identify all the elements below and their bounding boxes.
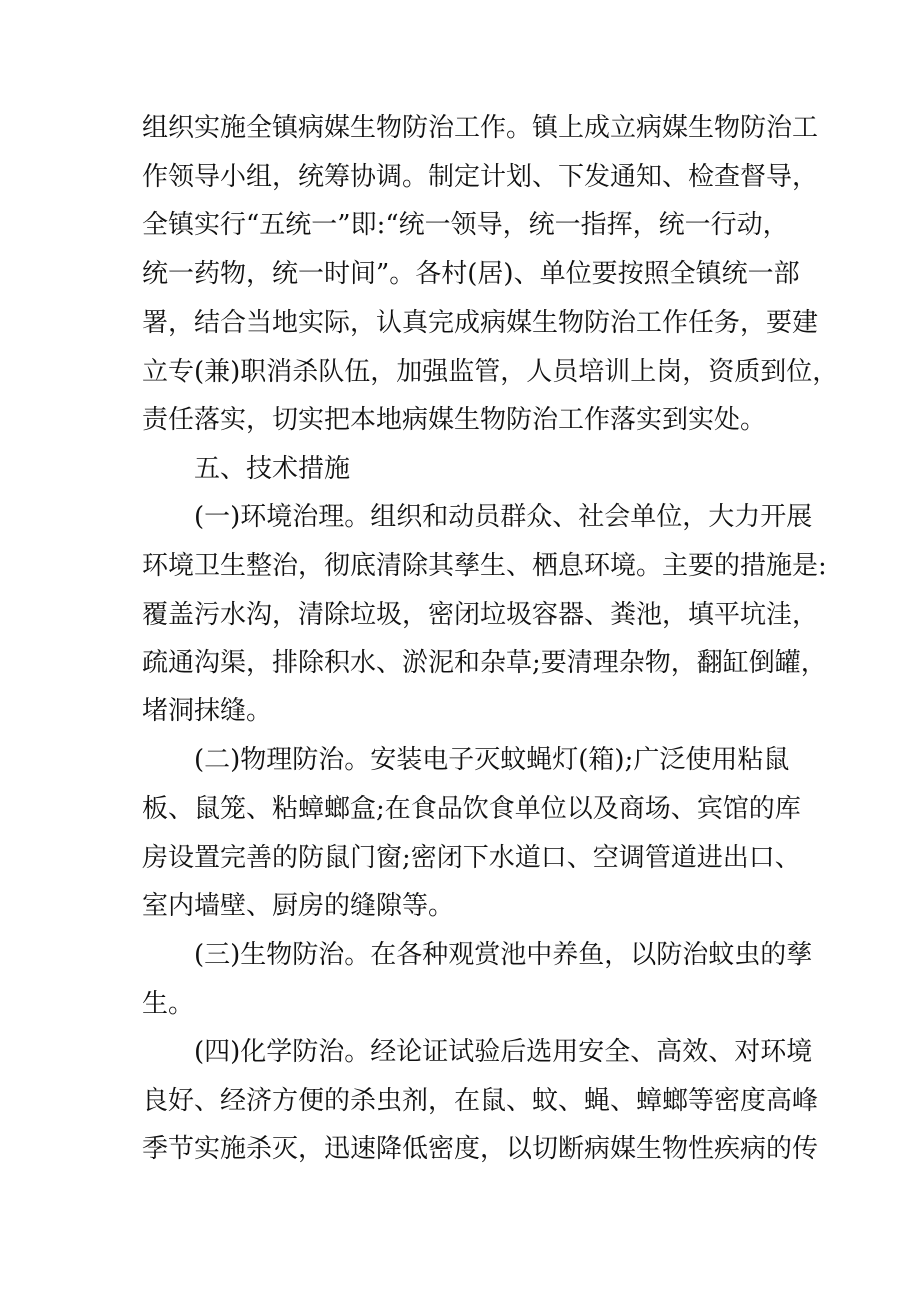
text-line: 环境卫生整治，彻底清除其孳生、栖息环境。主要的措施是: <box>142 551 827 581</box>
text-line: 室内墙壁、厨房的缝隙等。 <box>142 891 455 921</box>
text-line: 覆盖污水沟，清除垃圾，密闭垃圾容器、粪池，填平坑洼， <box>142 600 819 630</box>
text-line: 板、鼠笼、粘蟑螂盒;在食品饮食单位以及商场、宾馆的库 <box>142 794 801 824</box>
text-line: 疏通沟渠，排除积水、淤泥和杂草;要清理杂物，翻缸倒罐， <box>142 648 827 678</box>
text-line: 责任落实，切实把本地病媒生物防治工作落实到实处。 <box>142 405 767 435</box>
text-line: (一)环境治理。组织和动员群众、社会单位，大力开展 <box>194 502 813 532</box>
text-line: 作领导小组，统筹协调。制定计划、下发通知、检查督导， <box>142 162 819 192</box>
text-line: (二)物理防治。安装电子灭蚊蝇灯(箱);广泛使用粘鼠 <box>194 745 790 775</box>
text-line: 组织实施全镇病媒生物防治工作。镇上成立病媒生物防治工 <box>142 113 819 143</box>
text-line: 房设置完善的防鼠门窗;密闭下水道口、空调管道进出口、 <box>142 843 801 873</box>
text-line: 季节实施杀灭，迅速降低密度，以切断病媒生物性疾病的传 <box>142 1134 819 1164</box>
text-line: 统一药物，统一时间”。各村(居)、单位要按照全镇统一部 <box>142 259 800 289</box>
text-line: 署，结合当地实际，认真完成病媒生物防治工作任务，要建 <box>142 308 819 338</box>
text-line: 立专(兼)职消杀队伍，加强监管，人员培训上岗，资质到位， <box>142 357 839 387</box>
text-line: (三)生物防治。在各种观赏池中养鱼，以防治蚊虫的孳 <box>194 940 813 970</box>
text-line: 良好、经济方便的杀虫剂，在鼠、蚊、蝇、蟑螂等密度高峰 <box>142 1086 819 1116</box>
text-line: 全镇实行“五统一”即:“统一领导，统一指挥，统一行动， <box>142 210 789 240</box>
text-line: 生。 <box>142 989 195 1019</box>
text-line: 堵洞抹缝。 <box>142 696 273 726</box>
section-heading: 五、技术措施 <box>194 454 351 484</box>
text-line: (四)化学防治。经论证试验后选用安全、高效、对环境 <box>194 1037 813 1067</box>
